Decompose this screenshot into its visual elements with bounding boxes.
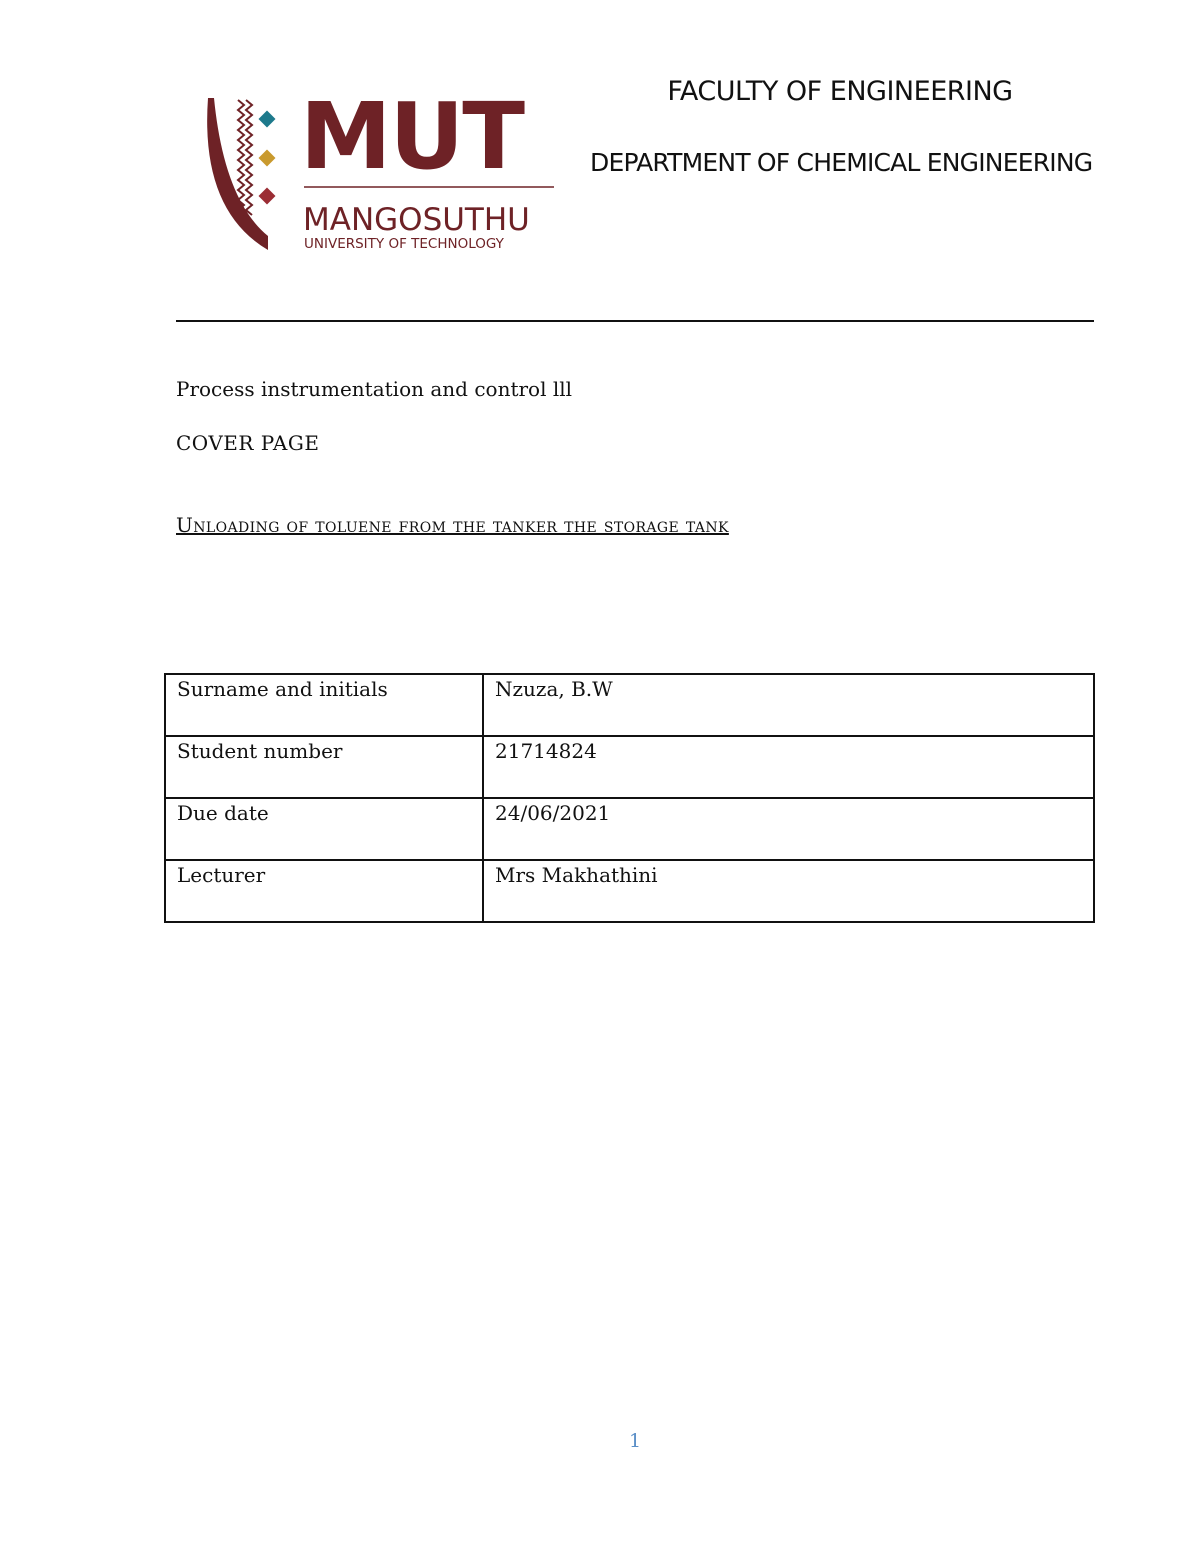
university-logo xyxy=(200,90,562,256)
table-row xyxy=(165,798,1094,860)
mut-logo-graphic xyxy=(200,90,562,256)
logo-diamond-teal xyxy=(259,111,276,128)
row-label: Student number xyxy=(165,736,483,798)
student-details-table xyxy=(164,673,1095,923)
row-label: Surname and initials xyxy=(165,674,483,736)
row-label: Due date xyxy=(165,798,483,860)
row-value: Nzuza, B.W xyxy=(483,674,1094,736)
row-value: Mrs Makhathini xyxy=(483,860,1094,922)
table-row xyxy=(165,736,1094,798)
logo-subtitle: UNIVERSITY OF TECHNOLOGY xyxy=(304,236,504,252)
cover-page-label: COVER PAGE xyxy=(176,431,320,455)
header-divider xyxy=(176,320,1094,322)
row-label: Lecturer xyxy=(165,860,483,922)
page-number: 1 xyxy=(628,1430,642,1452)
table-row xyxy=(165,674,1094,736)
department-heading: DEPARTMENT OF CHEMICAL ENGINEERING xyxy=(590,148,1093,177)
document-title: Unloading of toluene from the tanker the storage tank xyxy=(176,513,729,537)
logo-diamond-red xyxy=(259,188,276,205)
logo-zigzag xyxy=(238,100,244,215)
table-row xyxy=(165,860,1094,922)
course-title: Process instrumentation and control lll xyxy=(176,377,573,401)
row-value: 21714824 xyxy=(483,736,1094,798)
logo-name: MANGOSUTHU xyxy=(303,202,530,238)
logo-wordmark: MUT xyxy=(300,90,524,190)
row-value: 24/06/2021 xyxy=(483,798,1094,860)
faculty-heading: FACULTY OF ENGINEERING xyxy=(667,76,1013,107)
logo-diamond-gold xyxy=(259,150,276,167)
